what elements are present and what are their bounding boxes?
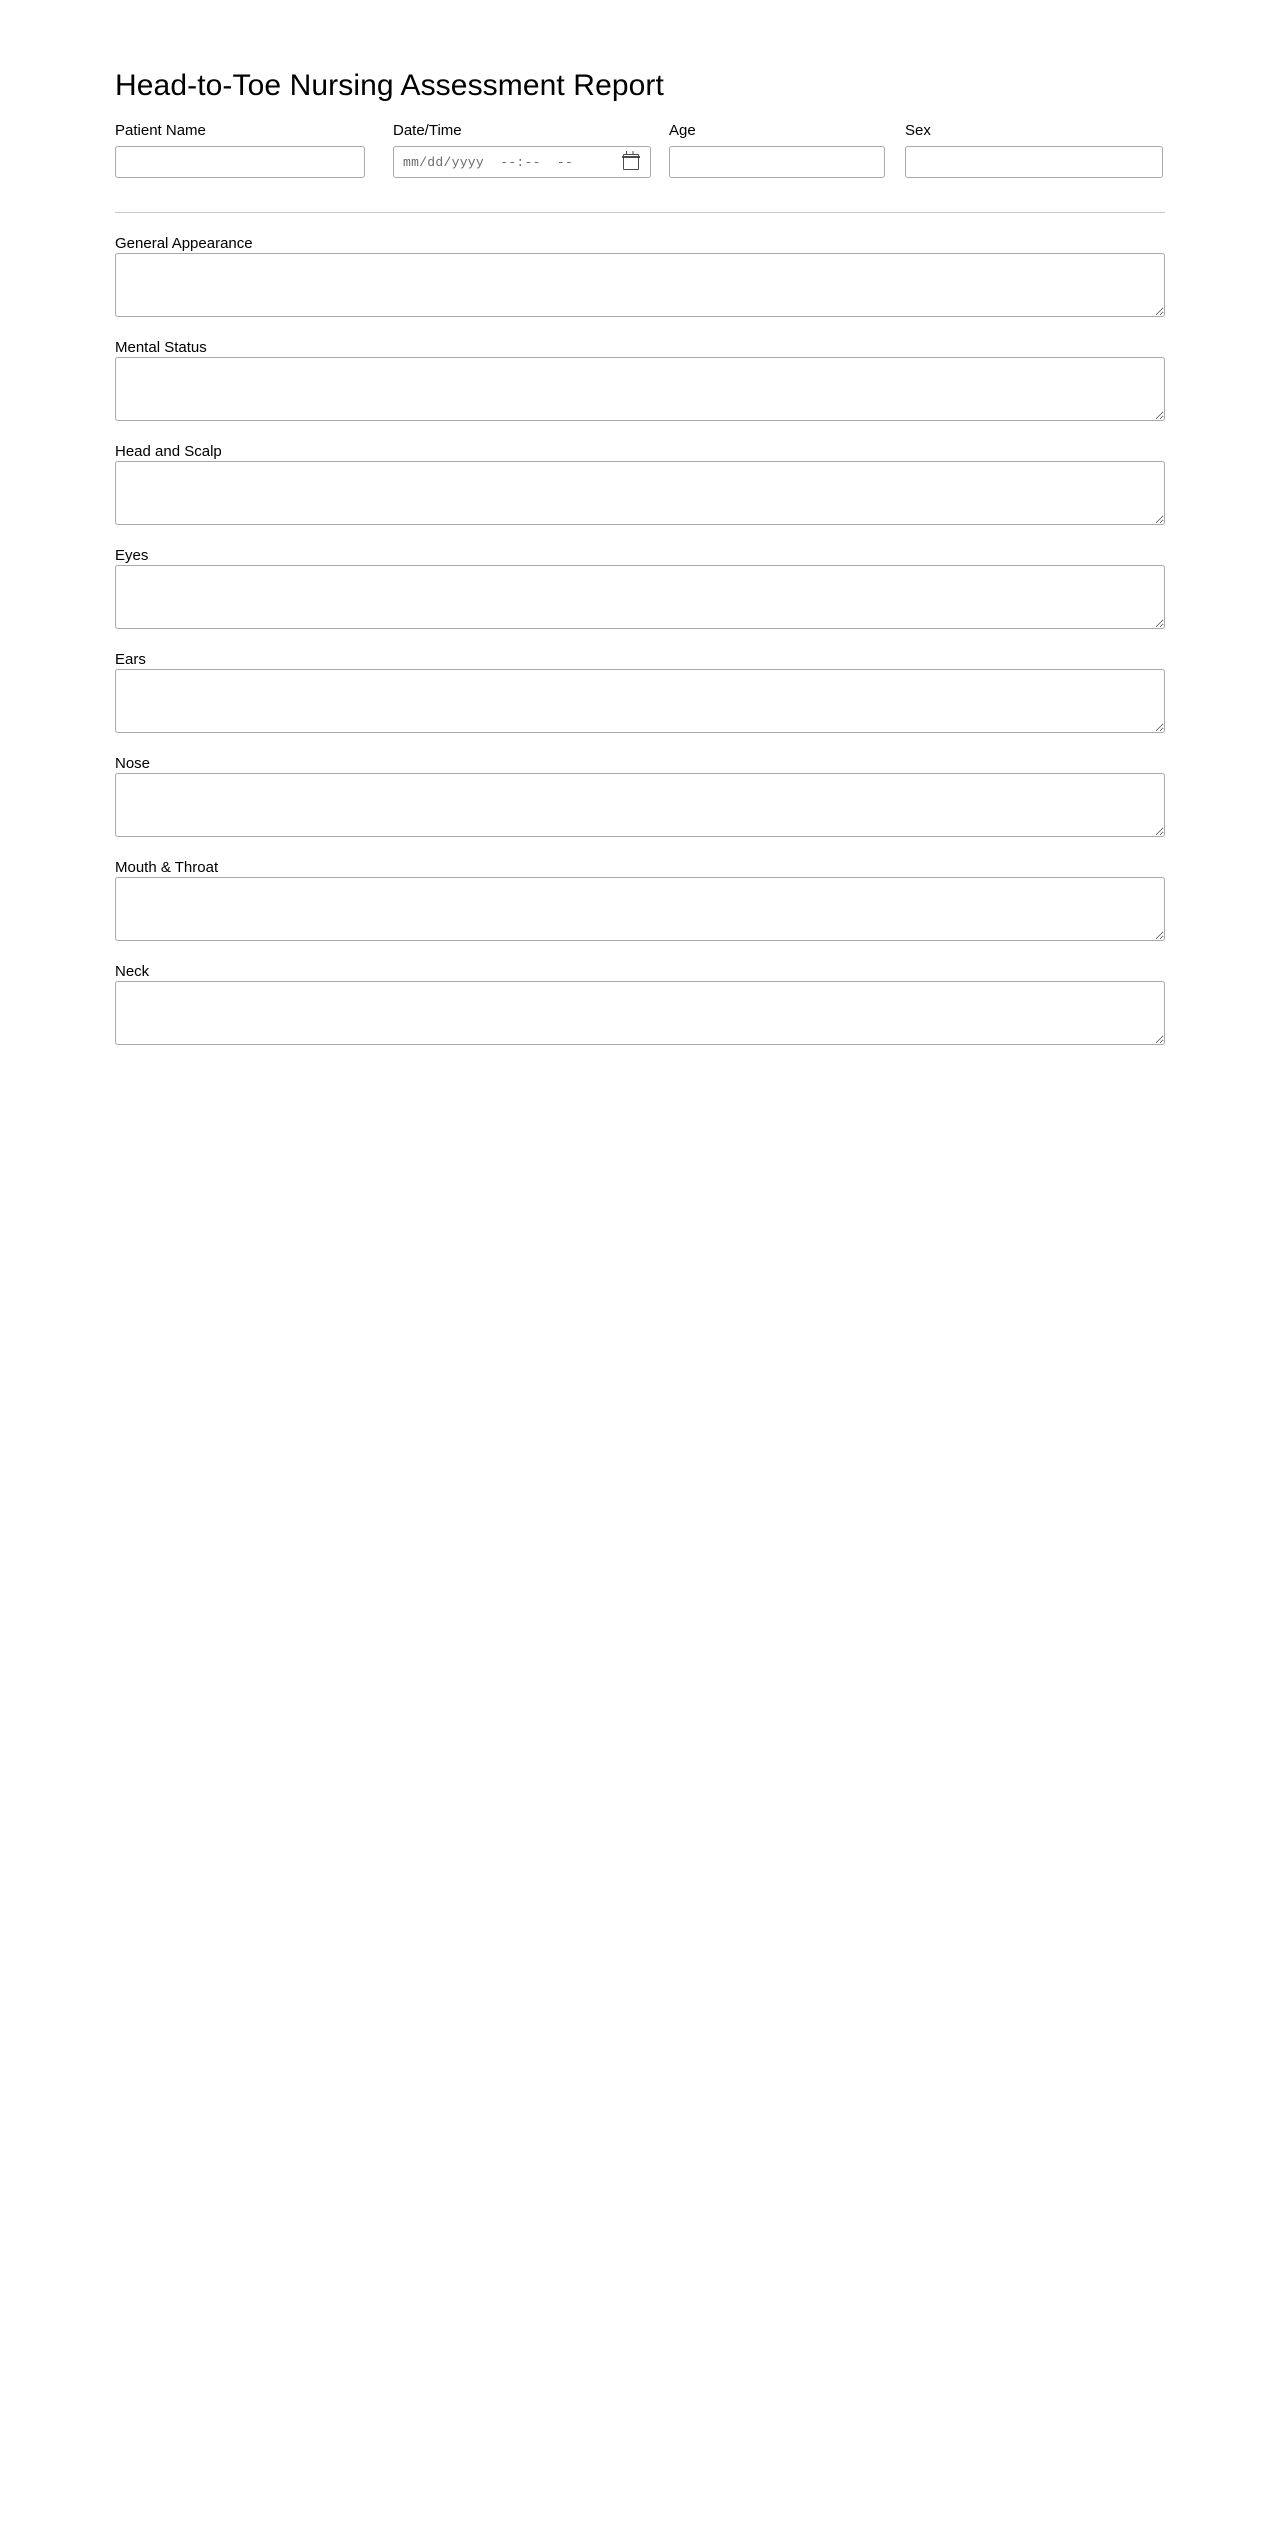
- section-neck: [115, 963, 1165, 1045]
- calendar-icon[interactable]: [623, 154, 639, 170]
- neck-textarea[interactable]: [115, 981, 1165, 1045]
- nose-label: Nose: [115, 755, 151, 772]
- head-and-scalp-label: Head and Scalp: [115, 443, 222, 460]
- general-appearance-textarea[interactable]: [115, 253, 1165, 317]
- eyes-label: Eyes: [115, 547, 149, 564]
- patient-name-field: [115, 122, 365, 178]
- age-label: Age: [669, 122, 696, 139]
- sex-input[interactable]: [905, 146, 1163, 178]
- nose-textarea[interactable]: [115, 773, 1165, 837]
- section-head-and-scalp: [115, 443, 1165, 525]
- date-time-input[interactable]: [393, 146, 651, 178]
- sex-label: Sex: [905, 122, 931, 139]
- section-mental-status: [115, 339, 1165, 421]
- report-content: [115, 68, 1165, 1045]
- mouth-and-throat-textarea[interactable]: [115, 877, 1165, 941]
- mouth-and-throat-label: Mouth & Throat: [115, 859, 219, 876]
- neck-label: Neck: [115, 963, 150, 980]
- date-time-field: [393, 122, 651, 178]
- age-input[interactable]: [669, 146, 885, 178]
- age-field: [669, 122, 885, 178]
- sex-field: [905, 122, 1163, 178]
- ears-textarea[interactable]: [115, 669, 1165, 733]
- section-general-appearance: [115, 235, 1165, 317]
- eyes-textarea[interactable]: [115, 565, 1165, 629]
- page-title: Head-to-Toe Nursing Assessment Report: [115, 69, 664, 102]
- mental-status-label: Mental Status: [115, 339, 207, 356]
- ears-label: Ears: [115, 651, 146, 668]
- section-ears: [115, 651, 1165, 733]
- patient-info-row: [115, 122, 1165, 178]
- section-eyes: [115, 547, 1165, 629]
- section-nose: [115, 755, 1165, 837]
- date-time-placeholder: mm/dd/yyyy --:-- --: [403, 154, 574, 170]
- patient-name-input[interactable]: [115, 146, 365, 178]
- head-and-scalp-textarea[interactable]: [115, 461, 1165, 525]
- patient-name-label: Patient Name: [115, 122, 206, 139]
- general-appearance-label: General Appearance: [115, 235, 253, 252]
- mental-status-textarea[interactable]: [115, 357, 1165, 421]
- date-time-label: Date/Time: [393, 122, 462, 139]
- section-divider: [115, 212, 1165, 213]
- section-mouth-and-throat: [115, 859, 1165, 941]
